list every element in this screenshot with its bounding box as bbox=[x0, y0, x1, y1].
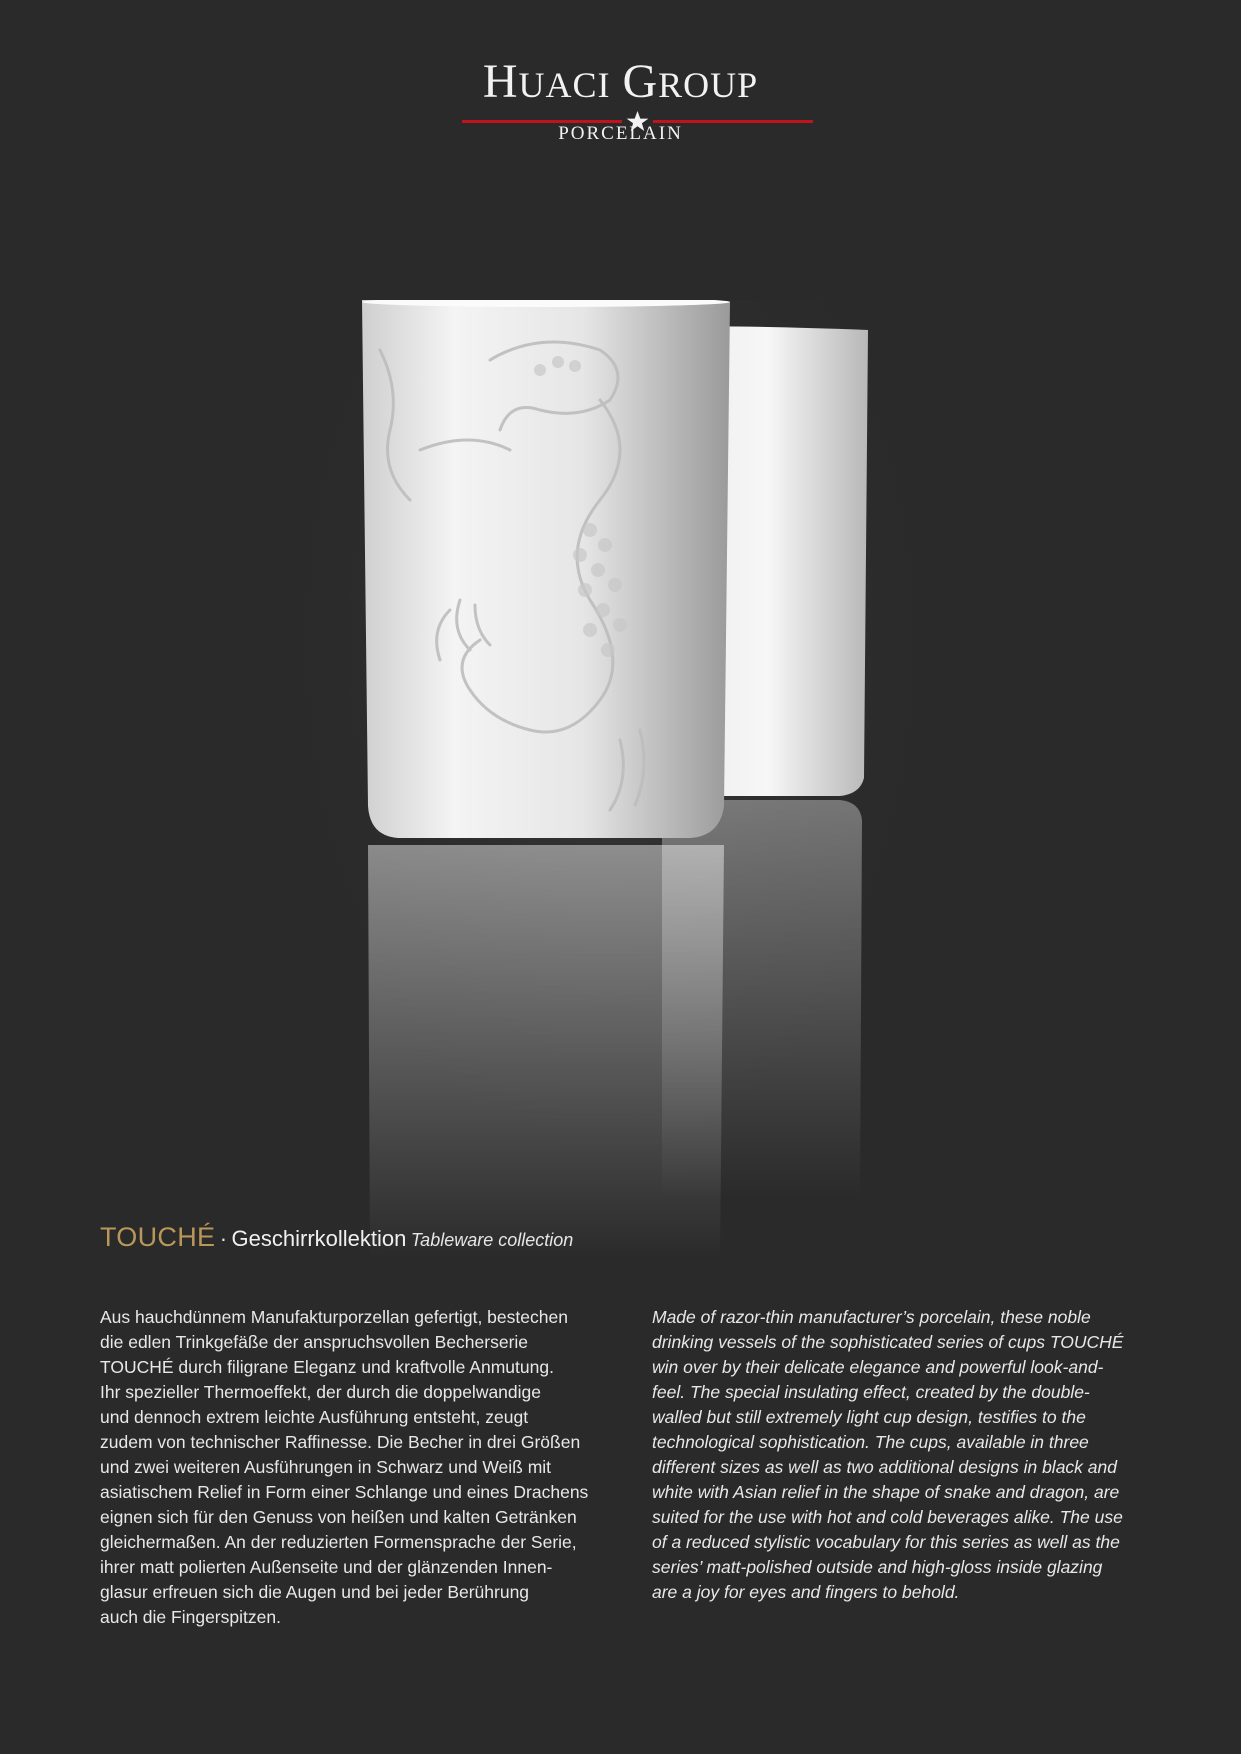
text-line: ihrer matt polierten Außenseite und der glänzenden Innen- bbox=[100, 1557, 553, 1577]
logo-wordmark: HUACI GROUP bbox=[482, 55, 759, 108]
heading-brand: TOUCHÉ bbox=[100, 1222, 216, 1252]
text-line: win over by their delicate elegance and powerful look-and- bbox=[652, 1357, 1104, 1377]
logo-subtitle: PORCELAIN bbox=[558, 123, 683, 144]
text-line: gleichermaßen. An der reduzierten Formensprache der Serie, bbox=[100, 1532, 577, 1552]
text-line: eignen sich für den Genuss von heißen und kalten Getränken bbox=[100, 1507, 577, 1527]
heading-english: Tableware collection bbox=[410, 1230, 574, 1250]
text-line: zudem von technischer Raffinesse. Die Becher in drei Größen bbox=[100, 1432, 581, 1452]
description-english bbox=[652, 1305, 1172, 1605]
text-line: Made of razor-thin manufacturer’s porcelain, these noble bbox=[652, 1307, 1091, 1327]
text-line: walled but still extremely light cup design, testifies to the bbox=[652, 1407, 1086, 1427]
text-line: technological sophistication. The cups, available in three bbox=[652, 1432, 1089, 1452]
text-line: of a reduced stylistic vocabulary for this series as well as the bbox=[652, 1532, 1120, 1552]
collection-heading bbox=[100, 1222, 573, 1253]
text-line: asiatischem Relief in Form einer Schlange und eines Drachens bbox=[100, 1482, 589, 1502]
text-line: TOUCHÉ durch filigrane Eleganz und kraftvolle Anmutung. bbox=[100, 1357, 554, 1377]
text-line: glasur erfreuen sich die Augen und bei jeder Berührung bbox=[100, 1582, 530, 1602]
product-photo bbox=[300, 300, 920, 1280]
text-line: und zwei weiteren Ausführungen in Schwarz und Weiß mit bbox=[100, 1457, 552, 1477]
company-logo bbox=[0, 55, 1241, 144]
heading-german: Geschirrkollektion bbox=[231, 1226, 407, 1251]
text-line: und dennoch extrem leichte Ausführung entsteht, zeugt bbox=[100, 1407, 529, 1427]
text-line: Ihr spezieller Thermoeffekt, der durch die doppelwandige bbox=[100, 1382, 542, 1402]
text-line: auch die Fingerspitzen. bbox=[100, 1607, 281, 1627]
text-line: suited for the use with hot and cold beverages alike. The use bbox=[652, 1507, 1123, 1527]
text-line: different sizes as well as two additional designs in black and bbox=[652, 1457, 1117, 1477]
text-line: Aus hauchdünnem Manufakturporzellan gefertigt, bestechen bbox=[100, 1307, 568, 1327]
text-line: are a joy for eyes and fingers to behold. bbox=[652, 1582, 960, 1602]
text-line: series’ matt-polished outside and high-gloss inside glazing bbox=[652, 1557, 1103, 1577]
text-line: feel. The special insulating effect, created by the double- bbox=[652, 1382, 1090, 1402]
text-line: white with Asian relief in the shape of snake and dragon, are bbox=[652, 1482, 1120, 1502]
text-line: die edlen Trinkgefäße der anspruchsvollen Becherserie bbox=[100, 1332, 529, 1352]
heading-separator: · bbox=[219, 1226, 228, 1251]
description-german bbox=[100, 1305, 620, 1630]
text-line: drinking vessels of the sophisticated series of cups TOUCHÉ bbox=[652, 1332, 1124, 1352]
